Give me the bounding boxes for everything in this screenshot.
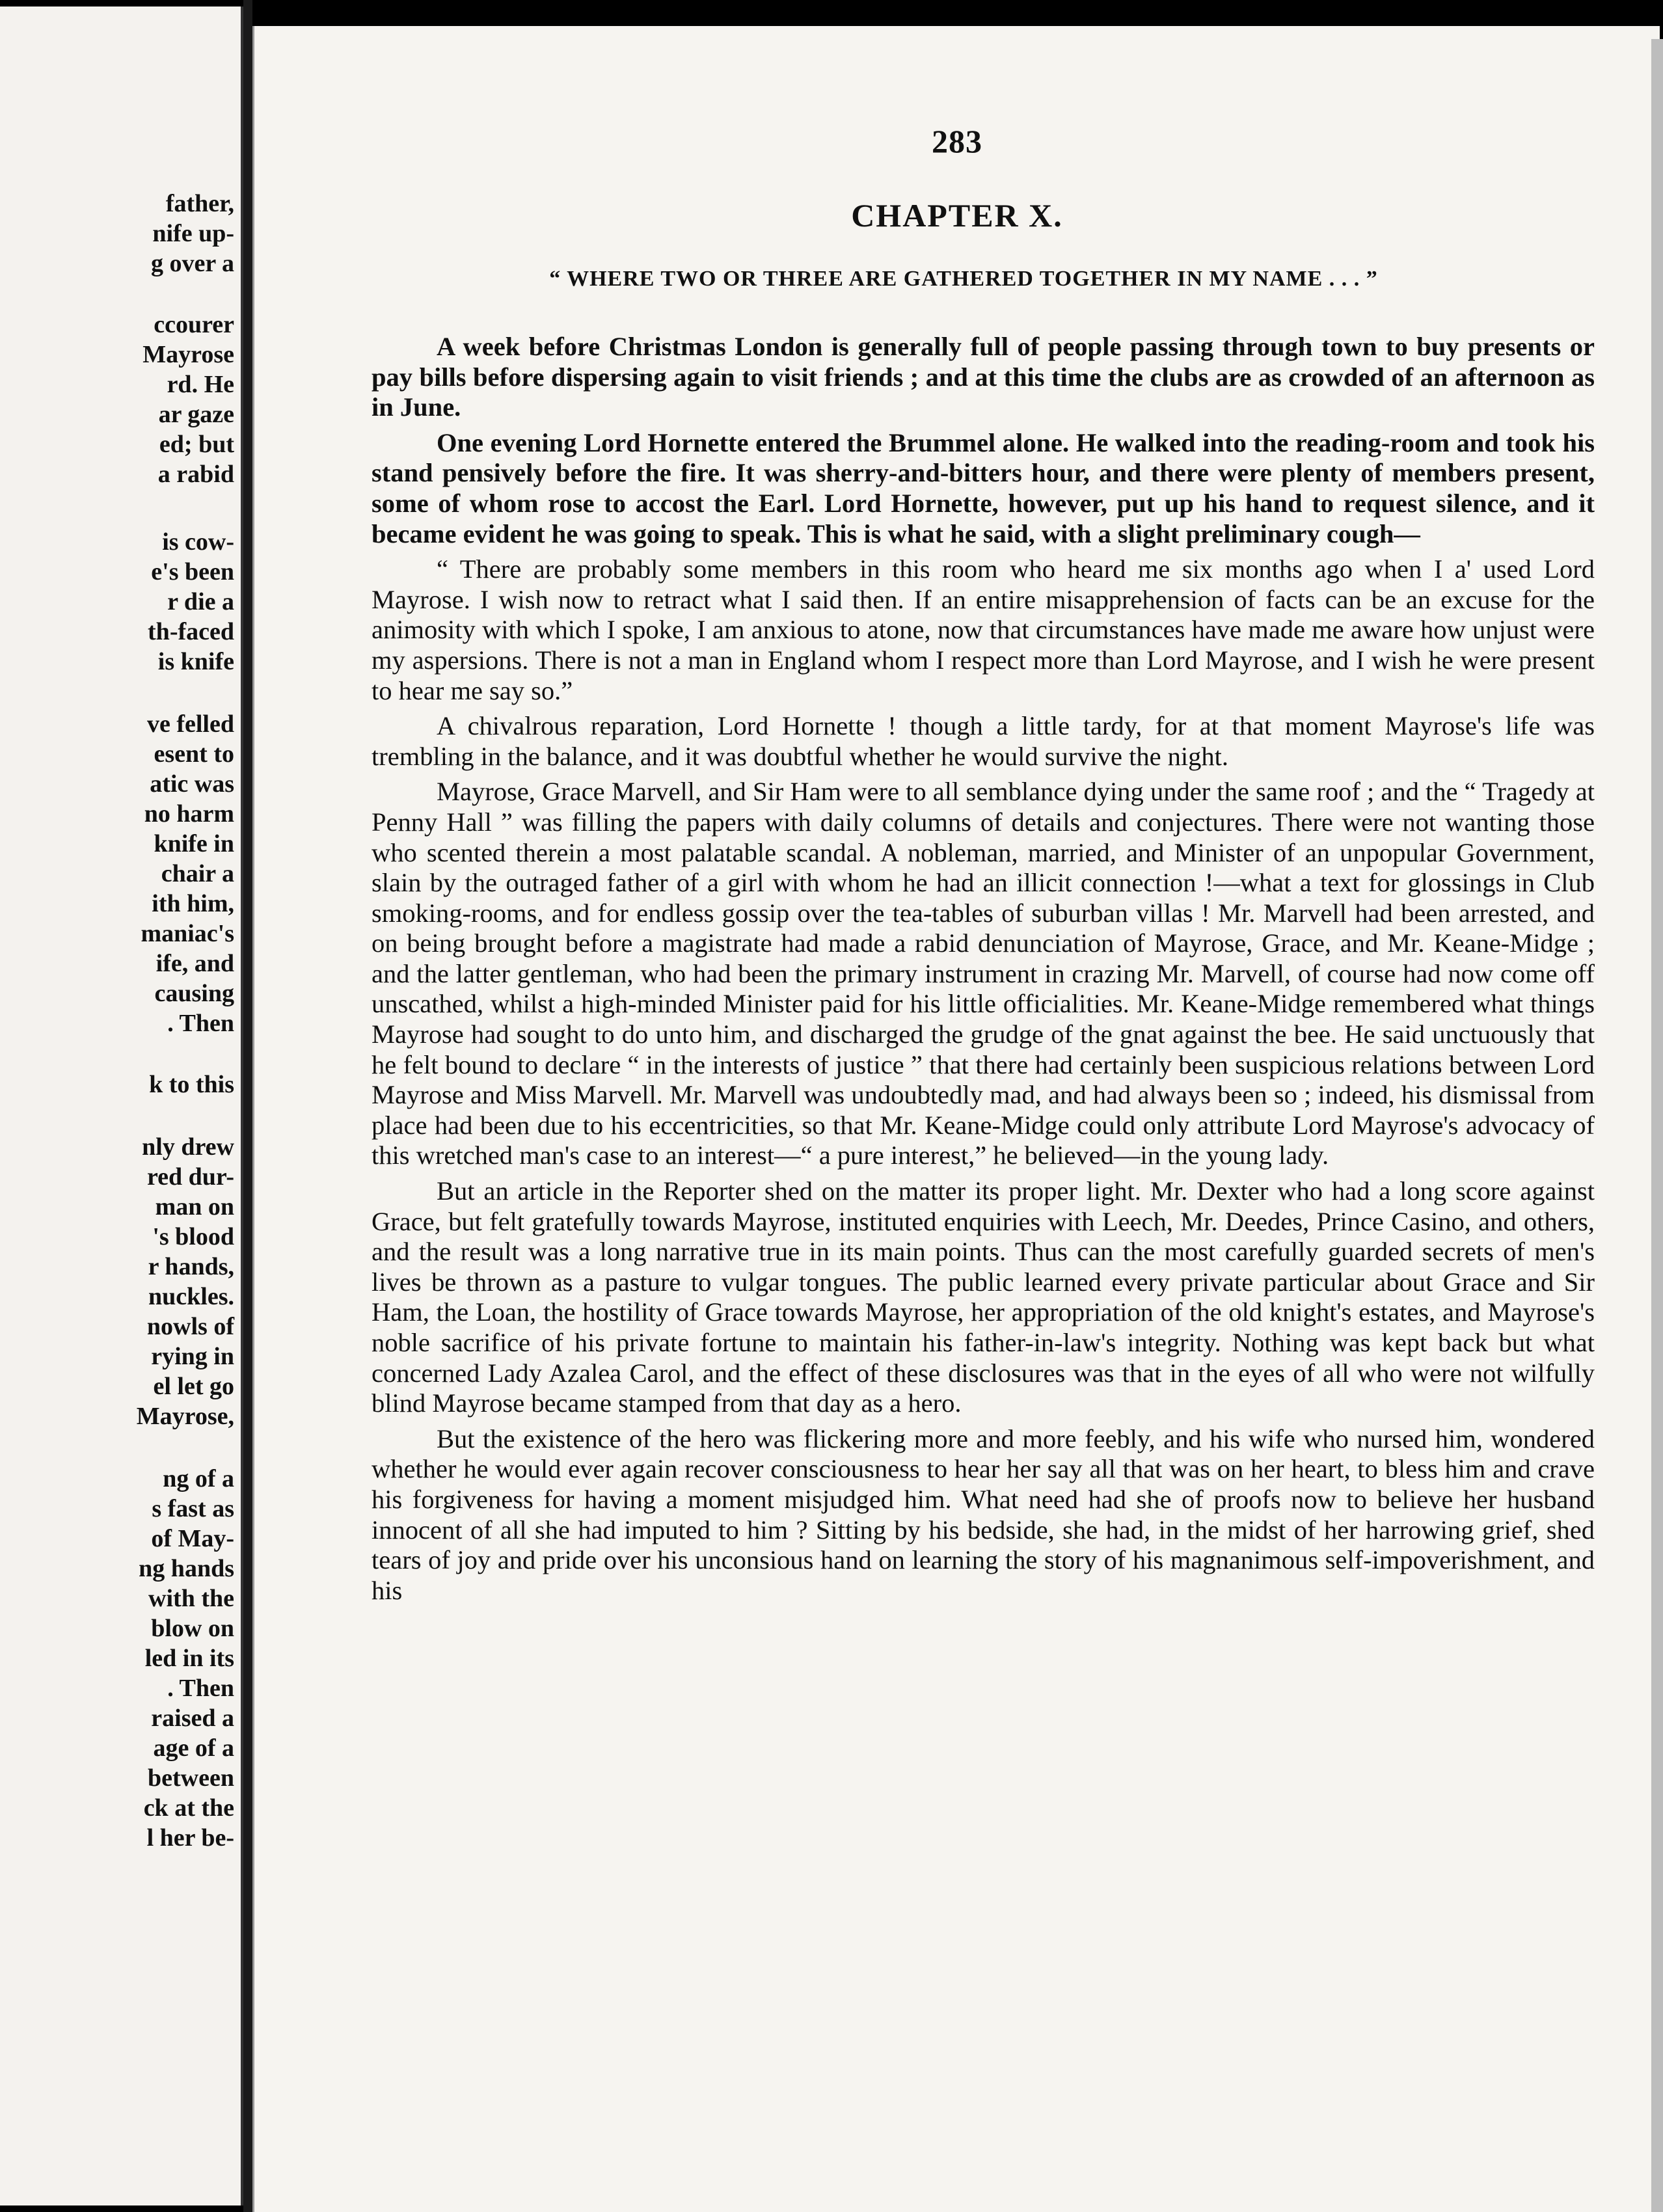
left-page-line: l her be-: [146, 1824, 234, 1852]
book-gutter: [243, 0, 252, 2212]
left-page-line: no harm: [144, 800, 234, 828]
left-page-line: s fast as: [152, 1495, 234, 1522]
left-page-line: nife up-: [152, 220, 234, 247]
left-page-line: nuckles.: [148, 1283, 234, 1310]
left-page-line: with the: [148, 1585, 234, 1612]
left-page-line: causing: [154, 980, 234, 1007]
left-page-line: knife in: [154, 830, 234, 857]
left-page-line: Mayrose,: [136, 1403, 234, 1430]
left-page-line: ng hands: [139, 1555, 234, 1582]
left-page-line: ife, and: [155, 950, 234, 977]
left-page-line: a rabid: [157, 461, 234, 488]
left-page-line: . Then: [167, 1010, 234, 1037]
left-page-line: ed; but: [159, 431, 234, 458]
left-page-line: ng of a: [163, 1465, 234, 1492]
paragraph: But an article in the Reporter shed on the matter its proper light. Mr. Dexter who had a long score against Grace, but felt gratefully towards Mayrose, instituted enquiries with Leech, Mr. Deedes, Prince Casino, and others, and the result was a long narrative true in its main points. Thus can the most carefully guarded secrets of men's lives be thrown as a pasture to vulgar tongues. The public learned every private particular about Grace and Sir Ham, the Loan, the hostility of Grace towards Mayrose, her appropriation of the old knight's estates, and Mayrose's noble sacrifice of his private fortune to maintain his father-in-law's integrity. Nothing was kept back but what concerned Lady Azalea Carol, and the effect of these disclosures was that in the eyes of all who were not wilfully blind Mayrose became stamped from that day as a hero.: [372, 1176, 1595, 1418]
left-page-line: r die a: [167, 588, 234, 615]
left-page-line: nowls of: [146, 1313, 234, 1340]
left-page-line: Mayrose: [142, 341, 234, 368]
paragraph: “ There are probably some members in this room who heard me six months ago when I a' used Lord Mayrose. I wish now to retract what I said then. If an entire misapprehension of facts can be an excuse for the animosity with which I spoke, I am anxious to atone, now that circumstances have made me aware how unjust were my aspersions. There is not a man in England whom I respect more than Lord Mayrose, and I wish he were present to hear me say so.”: [372, 554, 1595, 705]
right-page: [252, 26, 1660, 2212]
left-page-line: of May-: [151, 1525, 234, 1552]
paragraph: A week before Christmas London is generally full of people passing through town to buy presents or pay bills before dispersing again to visit friends ; and at this time the clubs are as crowded of an afternoon as in June.: [372, 332, 1595, 422]
page-number: 283: [932, 123, 982, 159]
paragraph: But the existence of the hero was flickering more and more feebly, and his wife who nursed him, wondered whether he would ever again recover consciousness to hear her say all that was on her heart, to bless him and crave his forgiveness for having a moment misjudged him. What need had she of proofs now to believe her husband innocent of all she had imputed to him ? Sitting by his bedside, she had, in the midst of her harrowing grief, shed tears of joy and pride over his unconsious hand on learning the story of his magnanimous self-impoverishment, and his: [372, 1423, 1595, 1605]
left-page-line: e's been: [151, 558, 234, 586]
left-page-line: red dur-: [146, 1163, 234, 1191]
paragraph: One evening Lord Hornette entered the Brummel alone. He walked into the reading-room and took his stand pensively before the fire. It was sherry-and-bitters hour, and there were plenty of members present, some of whom rose to accost the Earl. Lord Hornette, however, put up his hand to request silence, and it became evident he was going to speak. This is what he said, with a slight preliminary cough—: [372, 427, 1595, 548]
left-page-line: ve felled: [146, 710, 234, 738]
left-page-line: atic was: [150, 770, 234, 798]
chapter-title: CHAPTER X.: [851, 197, 1063, 234]
left-page-line: maniac's: [141, 920, 234, 947]
left-page-line: age of a: [153, 1734, 234, 1762]
left-page-line: th-faced: [148, 618, 234, 645]
left-page-line: r hands,: [148, 1253, 234, 1280]
page-edge: [1651, 39, 1663, 2212]
left-page-line: chair a: [161, 860, 234, 887]
left-page-line: 's blood: [152, 1223, 234, 1250]
left-page-line: el let go: [153, 1373, 234, 1400]
left-page-line: rying in: [151, 1343, 234, 1370]
paragraph: Mayrose, Grace Marvell, and Sir Ham were to all semblance dying under the same roof ; and the “ Tragedy at Penny Hall ” was filling the papers with daily columns of details and conjectures. There were not wanting those who scented therein a most palatable scandal. A nobleman, married, and Minister of an unpopular Government, slain by the outraged father of a girl with whom he had an illicit connection !—what a text for glossings in Club smoking-rooms, and for endless gossip over the tea-tables of suburban villas ! Mr. Marvell had been arrested, and on being brought before a magistrate had made a rabid denunciation of Mayrose, Grace, and Mr. Keane-Midge ; and the latter gentleman, who had been the primary instrument in crazing Mr. Marvell, of course had now come off unscathed, whilst a high-minded Minister paid for his little officialities. Mr. Keane-Midge remembered what things Mayrose had sought to do unto him, and discharged the grudge of the gnat against the bee. He said unctuously that he felt bound to declare “ in the interests of justice ” that there had certainly been suspicious relations between Lord Mayrose and Miss Marvell. Mr. Marvell was undoubtedly mad, and had always been so ; indeed, his dismissal from place had been due to his eccentricities, so that Mr. Keane-Midge could only attribute Lord Mayrose's advocacy of this wretched man's case to an interest—“ a pure interest,” he believed—in the young lady.: [372, 777, 1595, 1170]
chapter-epigraph: “ WHERE TWO OR THREE ARE GATHERED TOGETHER IN MY NAME . . . ”: [549, 267, 1378, 291]
left-page-line: ccourer: [154, 311, 234, 338]
left-page-line: ck at the: [143, 1794, 234, 1822]
left-page-line: rd. He: [167, 371, 234, 398]
left-page-line: . Then: [167, 1675, 234, 1702]
left-page-line: blow on: [151, 1615, 234, 1642]
left-page-line: ar gaze: [158, 401, 234, 428]
left-page-line: is knife: [157, 648, 234, 675]
left-page-line: man on: [155, 1193, 234, 1221]
left-page-line: g over a: [150, 250, 234, 277]
left-page-line: nly drew: [142, 1133, 234, 1161]
left-page-line: esent to: [154, 740, 234, 768]
left-page-line: between: [148, 1764, 234, 1792]
paragraph: A chivalrous reparation, Lord Hornette ! though a little tardy, for at that moment Mayrose's life was trembling in the balance, and it was doubtful whether he would survive the night.: [372, 711, 1595, 771]
left-page-line: led in its: [144, 1645, 234, 1672]
left-page-line: raised a: [151, 1705, 234, 1732]
left-page-line: father,: [165, 190, 234, 217]
left-page-line: is cow-: [162, 528, 234, 556]
left-page-fragment: [0, 7, 243, 2205]
left-page-line: ith him,: [152, 890, 234, 917]
left-page-line: k to this: [149, 1071, 234, 1098]
chapter-body: [372, 332, 1595, 1611]
